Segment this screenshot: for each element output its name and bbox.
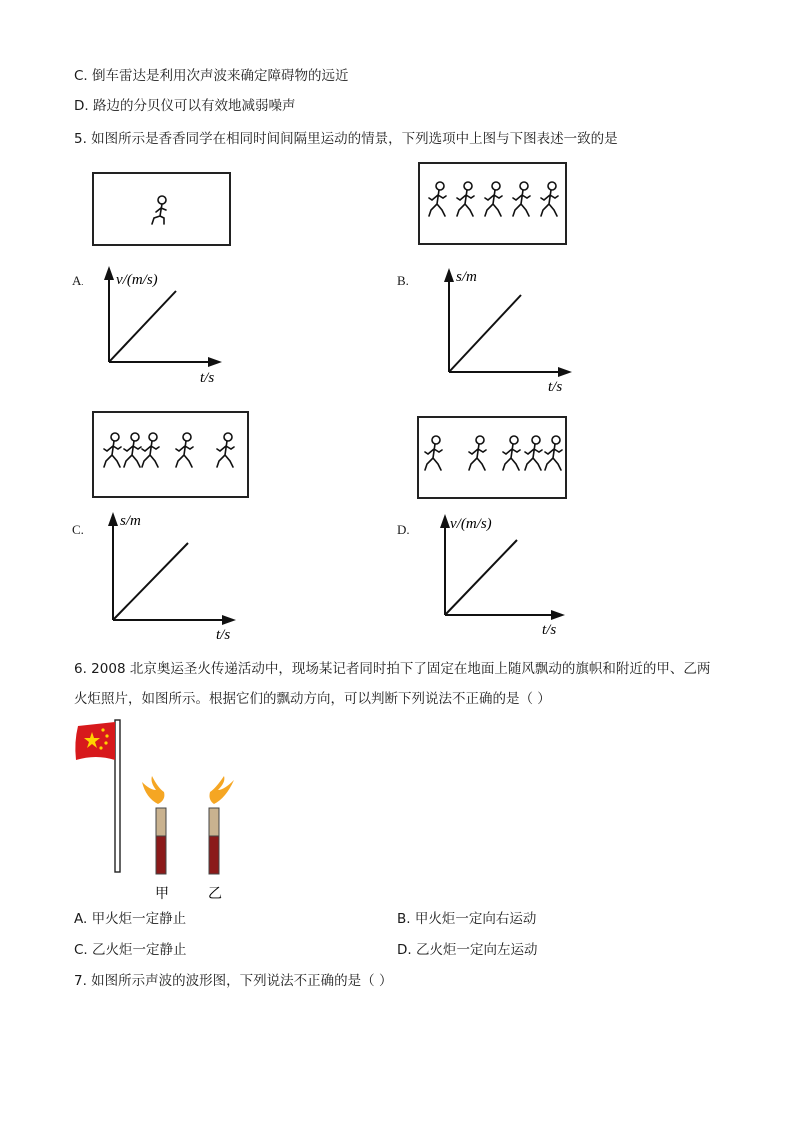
- option-c-letter: C.: [72, 522, 84, 537]
- q6-stem-line1: 6. 2008 北京奥运圣火传递活动中，现场某记者同时拍下了固定在地面上随风飘动的旗帜和附近的甲、乙两: [74, 661, 711, 677]
- graph-a-vt: [96, 262, 231, 387]
- scene-box-single-runner: [92, 172, 231, 246]
- runner-body: [469, 444, 486, 470]
- torch-yi-flame-icon: [210, 776, 235, 804]
- graph-b-x-label: t/s: [548, 379, 563, 395]
- torch-jia-label: 甲: [155, 887, 169, 902]
- graph-c-line: [113, 543, 188, 620]
- graph-a-x-label: t/s: [200, 370, 215, 386]
- q6-stem-line2: 火炬照片，如图所示。根据它们的飘动方向，可以判断下列说法不正确的是（ ）: [74, 691, 551, 707]
- graph-a-line: [109, 291, 176, 362]
- q6-option-c: C. 乙火炬一定静止: [74, 942, 187, 958]
- graph-b-line: [449, 295, 521, 372]
- option-a-letter: A.: [72, 273, 84, 288]
- graph-d-x-label: t/s: [542, 622, 557, 638]
- scene-box-accelerating-runners: [417, 416, 567, 499]
- q5-stem: 5. 如图所示是香香同学在相同时间间隔里运动的情景，下列选项中上图与下图表述一致的是: [74, 131, 618, 147]
- runner-body: [541, 190, 558, 216]
- runner-head: [436, 182, 444, 190]
- runner-body: [425, 444, 442, 470]
- runner-body: [503, 444, 520, 470]
- runner-head: [183, 433, 191, 441]
- runner-body: [124, 441, 141, 467]
- graph-c-st: [100, 506, 245, 641]
- q6-option-a: A. 甲火炬一定静止: [74, 911, 187, 927]
- runner-head: [532, 436, 540, 444]
- runner-body: [513, 190, 530, 216]
- runner-head: [552, 436, 560, 444]
- runners-spread-right-icon: [94, 413, 247, 496]
- flag-and-torches-figure: [70, 718, 270, 908]
- scene-box-decelerating-runners: [92, 411, 249, 498]
- torch-jia-flame-icon: [142, 776, 164, 804]
- runners-spread-left-icon: [419, 418, 565, 497]
- runner-head: [224, 433, 232, 441]
- torch-jia-handle: [156, 836, 166, 874]
- runner-figure-icon: [94, 174, 229, 244]
- runner-head: [111, 433, 119, 441]
- runners-uniform-icon: [420, 164, 565, 243]
- runner-head: [464, 182, 472, 190]
- runner-body: [525, 444, 542, 470]
- graph-b-y-label: s/m: [456, 269, 477, 285]
- runner-body: [429, 190, 446, 216]
- q7-stem: 7. 如图所示声波的波形图，下列说法不正确的是（ ）: [74, 973, 393, 989]
- runner-head: [510, 436, 518, 444]
- graph-c-y-label: s/m: [120, 513, 141, 529]
- runner-body: [104, 441, 121, 467]
- torch-yi-handle: [209, 836, 219, 874]
- runner-body: [457, 190, 474, 216]
- option-b-letter: B.: [397, 273, 409, 288]
- graph-a-y-label: v/(m/s): [116, 272, 158, 288]
- torch-yi-body: [209, 808, 219, 836]
- runner-body: [485, 190, 502, 216]
- runner-head: [520, 182, 528, 190]
- runner-head: [432, 436, 440, 444]
- graph-d-y-label: v/(m/s): [450, 516, 492, 532]
- runner-head: [548, 182, 556, 190]
- graph-b-st: [436, 262, 581, 397]
- torch-jia-body: [156, 808, 166, 836]
- torch-yi-label: 乙: [208, 887, 222, 902]
- flag-pole: [115, 720, 120, 872]
- runner-head: [476, 436, 484, 444]
- runner-body: [545, 444, 562, 470]
- option-d-letter: D.: [397, 522, 410, 537]
- scene-box-uniform-runners: [418, 162, 567, 245]
- runner-body: [176, 441, 193, 467]
- runner-head: [131, 433, 139, 441]
- runner-head: [149, 433, 157, 441]
- q6-option-d: D. 乙火炬一定向左运动: [397, 942, 538, 958]
- q4-option-c: C. 倒车雷达是利用次声波来确定障碍物的远近: [74, 68, 349, 84]
- graph-d-line: [445, 540, 517, 615]
- q4-option-d: D. 路边的分贝仪可以有效地减弱噪声: [74, 98, 296, 114]
- graph-c-x-label: t/s: [216, 627, 231, 641]
- q6-option-b: B. 甲火炬一定向右运动: [397, 911, 537, 927]
- runner-body: [217, 441, 234, 467]
- runner-body: [142, 441, 159, 467]
- runner-head: [492, 182, 500, 190]
- graph-d-vt: [432, 508, 572, 638]
